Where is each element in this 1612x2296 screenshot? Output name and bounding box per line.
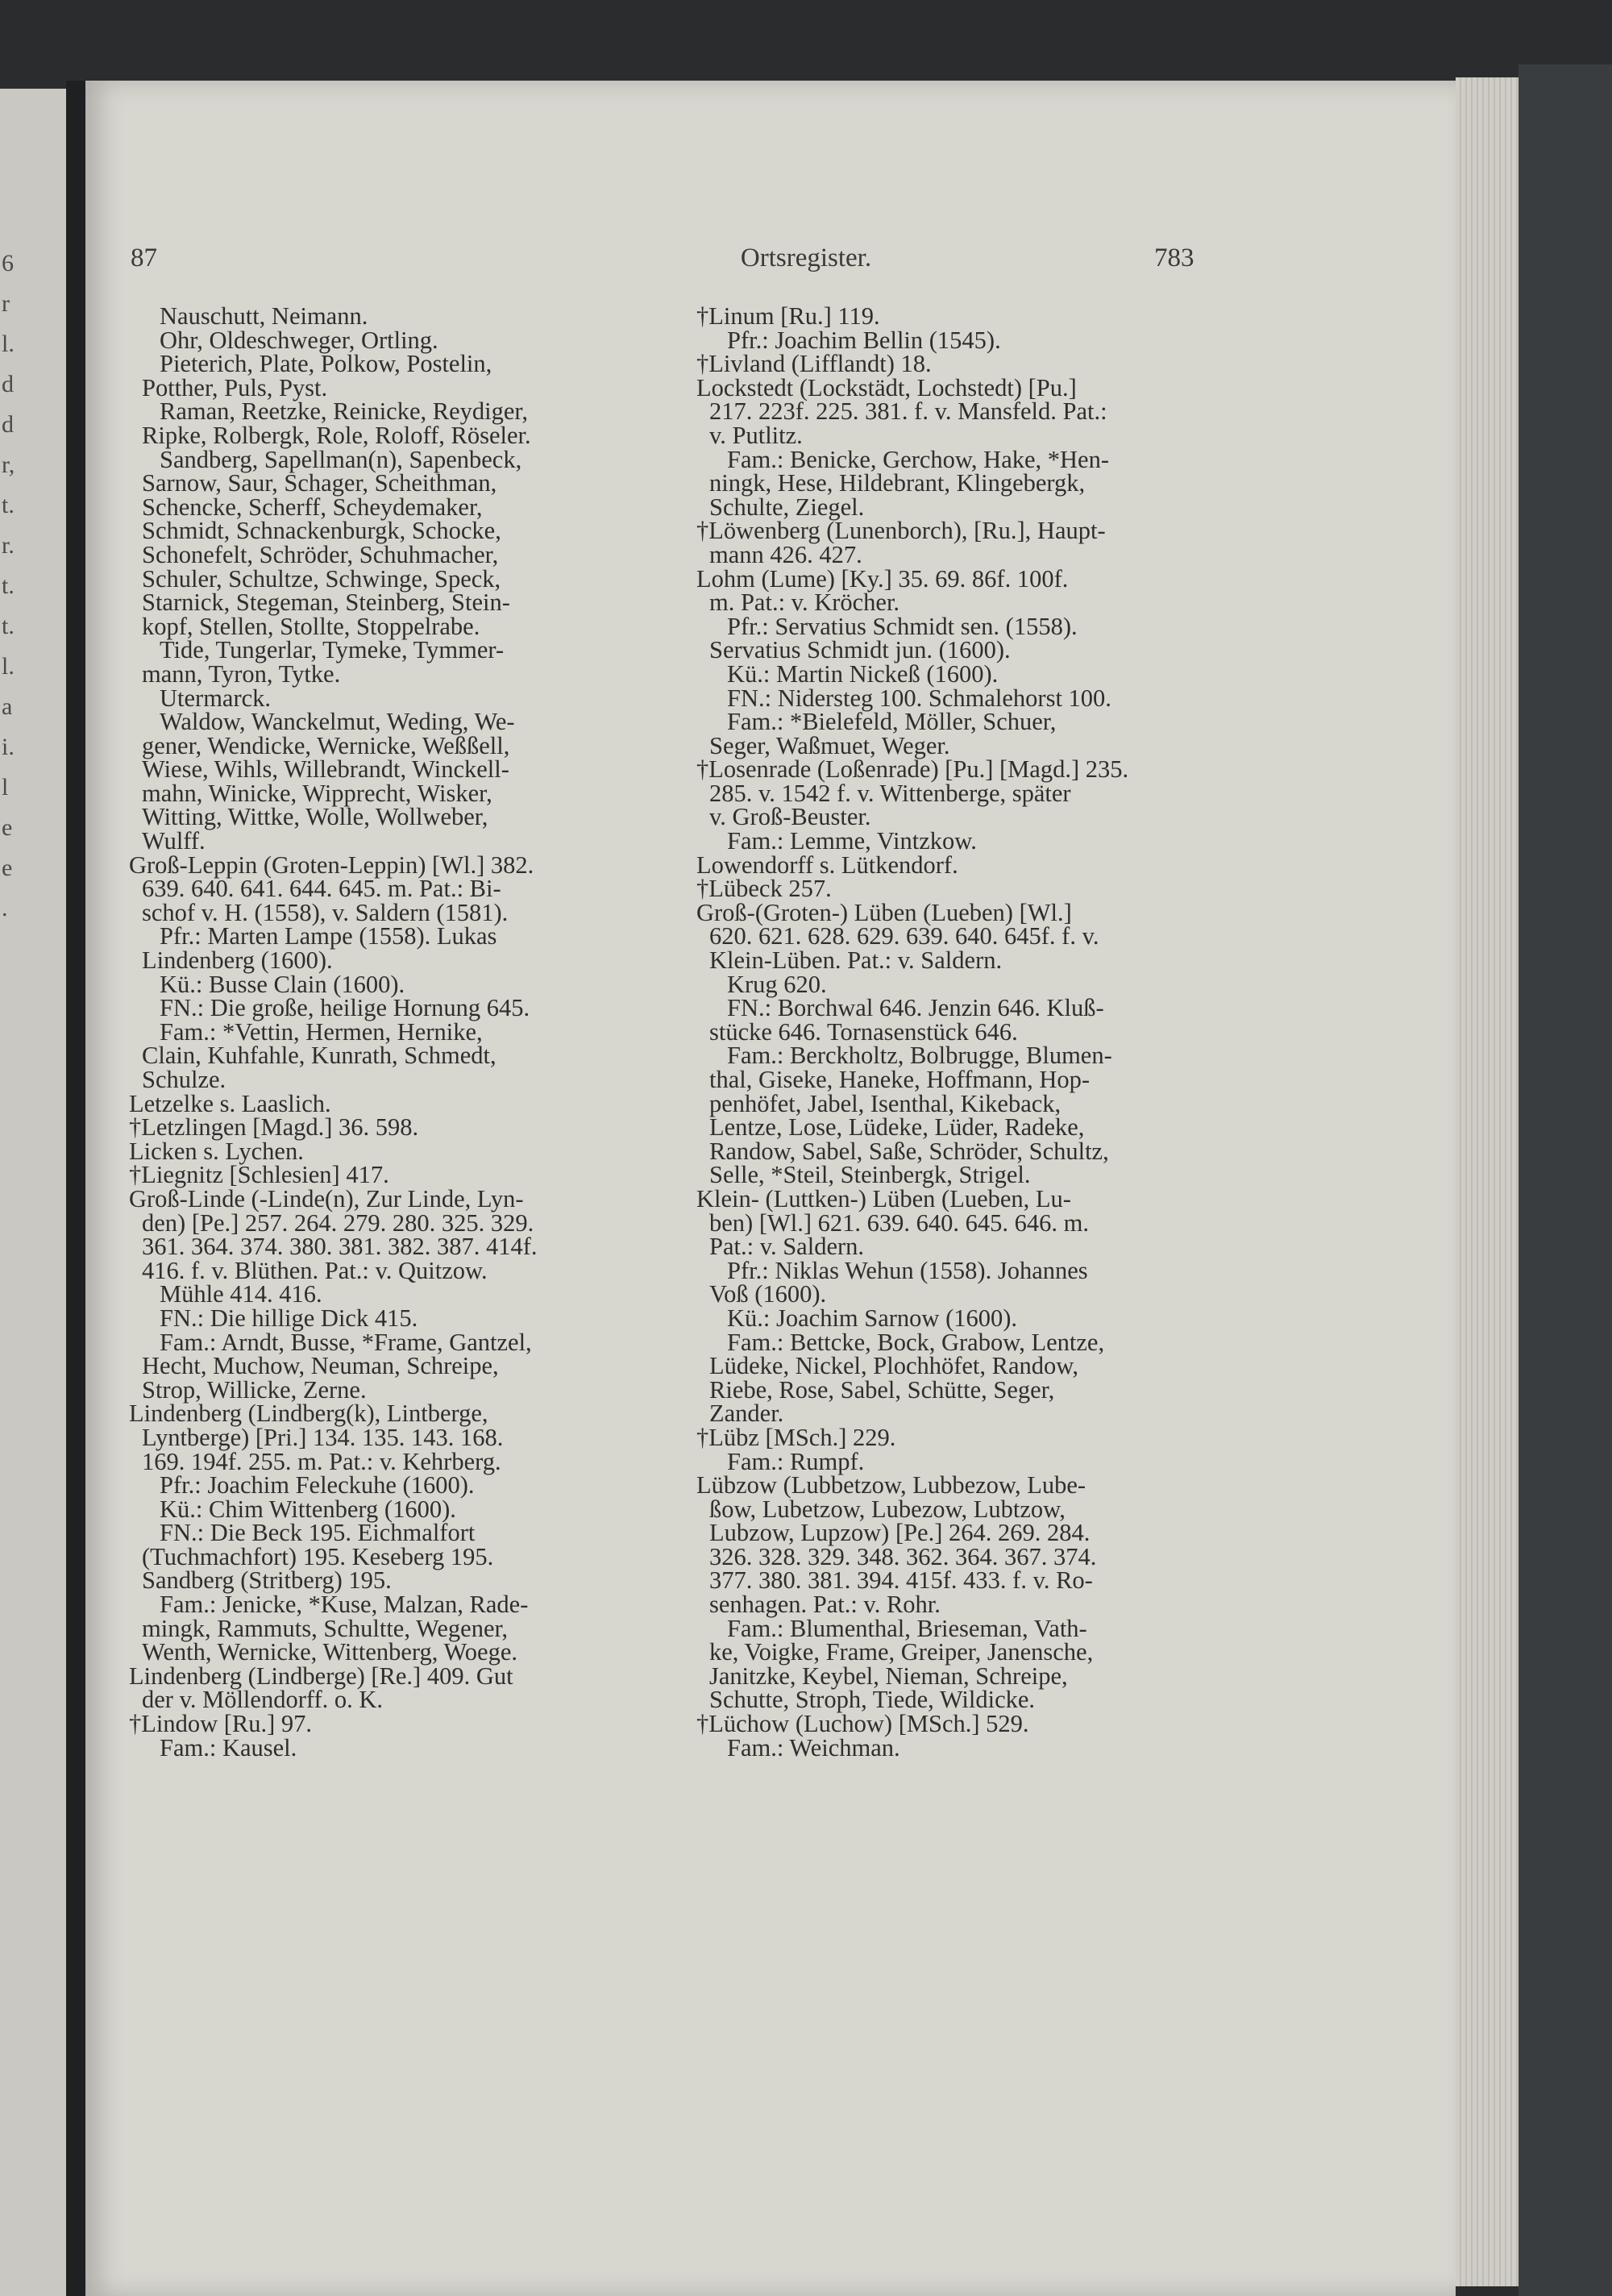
index-entry-heading: Groß-Linde (-Linde(n), Zur Linde, Lyn-	[129, 1184, 524, 1212]
index-entry-line: penhöfet, Jabel, Isenthal, Kikeback,	[709, 1089, 1062, 1117]
left-page-text-fragment: .	[2, 895, 8, 921]
index-entry-line: FN.: Nidersteg 100. Schmalehorst 100.	[727, 684, 1111, 712]
index-entry-line: Starnick, Stegeman, Steinberg, Stein-	[142, 589, 510, 617]
left-page-number-fragment: 87	[131, 243, 157, 272]
index-entry-line: Lentze, Lose, Lüdeke, Lüder, Radeke,	[709, 1113, 1085, 1142]
index-entry-heading: †Lüchow (Luchow) [MSch.] 529.	[696, 1710, 1029, 1738]
index-entry-line: (Tuchmachfort) 195. Keseberg 195.	[142, 1542, 494, 1570]
index-entry-line: Ohr, Oldeschweger, Ortling.	[160, 326, 438, 354]
index-entry-line: Zander.	[709, 1400, 784, 1428]
index-entry-line: FN.: Borchwal 646. Jenzin 646. Kluß-	[727, 994, 1104, 1022]
index-entry-line: Raman, Reetzke, Reinicke, Reydiger,	[160, 397, 528, 426]
index-entry-line: Kü.: Martin Nickeß (1600).	[727, 659, 999, 688]
index-entry-line: senhagen. Pat.: v. Rohr.	[709, 1591, 941, 1619]
left-page-text-fragment: e	[2, 814, 13, 841]
index-entry-line: Pfr.: Joachim Feleckuhe (1600).	[160, 1471, 475, 1499]
index-entry-line: Fam.: Rumpf.	[727, 1447, 865, 1475]
index-entry-heading: Lindenberg (Lindberg(k), Lintberge,	[129, 1400, 488, 1428]
page-edges	[1456, 77, 1519, 2286]
right-column	[696, 302, 1212, 1762]
index-entry-line: Witting, Wittke, Wolle, Wollweber,	[142, 803, 488, 831]
left-column	[129, 302, 653, 1762]
index-entry-line: Fam.: Jenicke, *Kuse, Malzan, Rade-	[160, 1591, 529, 1619]
left-page-fragments	[0, 89, 32, 2296]
index-entry-heading: †Losenrade (Loßenrade) [Pu.] [Magd.] 235.	[696, 755, 1129, 784]
index-entry-line: Seger, Waßmuet, Weger.	[709, 731, 950, 759]
index-entry-heading: †Liegnitz [Schlesien] 417.	[129, 1161, 389, 1189]
index-entry-heading: Lohm (Lume) [Ky.] 35. 69. 86f. 100f.	[696, 564, 1069, 593]
index-entry-line: Tide, Tungerlar, Tymeke, Tymmer-	[160, 636, 505, 664]
index-entry-line: FN.: Die Beck 195. Eichmalfort	[160, 1519, 476, 1547]
left-page-text-fragment: l.	[2, 653, 15, 680]
left-page-text-fragment: 6	[2, 250, 14, 277]
index-entry-line: 326. 328. 329. 348. 362. 364. 367. 374.	[709, 1542, 1097, 1570]
index-entry-line: Pfr.: Joachim Bellin (1545).	[727, 326, 1001, 354]
index-entry-line: m. Pat.: v. Kröcher.	[709, 589, 900, 617]
index-entry-line: Schutte, Stroph, Tiede, Wildicke.	[709, 1686, 1036, 1714]
index-entry-line: Fam.: Bettcke, Bock, Grabow, Lentze,	[727, 1328, 1105, 1356]
index-entry-line: Krug 620.	[727, 970, 827, 998]
book-gutter	[66, 81, 87, 2296]
index-entry-line: Fam.: Benicke, Gerchow, Hake, *Hen-	[727, 445, 1110, 473]
index-entry-line: thal, Giseke, Haneke, Hoffmann, Hop-	[709, 1066, 1091, 1093]
index-entry-line: 620. 621. 628. 629. 639. 640. 645f. f. v.	[709, 922, 1099, 950]
index-entry-line: Fam.: Blumenthal, Brieseman, Vath-	[727, 1614, 1087, 1642]
index-entry-line: Wulff.	[142, 827, 206, 855]
index-entry-line: Clain, Kuhfahle, Kunrath, Schmedt,	[142, 1042, 496, 1070]
index-entry-line: Klein-Lüben. Pat.: v. Saldern.	[709, 946, 1003, 975]
index-entry-heading: Lowendorff s. Lütkendorf.	[696, 851, 958, 879]
index-entry-line: Kü.: Joachim Sarnow (1600).	[727, 1304, 1018, 1332]
index-entry-line: Mühle 414. 416.	[160, 1280, 322, 1308]
index-entry-line: 361. 364. 374. 380. 381. 382. 387. 414f.	[142, 1233, 538, 1261]
index-entry-line: 639. 640. 641. 644. 645. m. Pat.: Bi-	[142, 875, 501, 903]
index-entry-line: Servatius Schmidt jun. (1600).	[709, 636, 1011, 664]
index-entry-heading: †Löwenberg (Lunenborch), [Ru.], Haupt-	[696, 517, 1106, 545]
book-cover-edge	[1519, 64, 1612, 2296]
index-entry-line: Pat.: v. Saldern.	[709, 1233, 865, 1261]
index-entry-line: Pfr.: Marten Lampe (1558). Lukas	[160, 922, 497, 950]
left-page-edge	[0, 89, 66, 2296]
index-entry-line: Strop, Willicke, Zerne.	[142, 1375, 367, 1404]
index-entry-line: Waldow, Wanckelmut, Weding, We-	[160, 708, 515, 736]
index-entry-line: Nauschutt, Neimann.	[160, 302, 368, 330]
index-entry-line: ßow, Lubetzow, Lubezow, Lubtzow,	[709, 1495, 1066, 1523]
index-entry-line: Fam.: *Vettin, Hermen, Hernike,	[160, 1017, 483, 1046]
index-entry-line: gener, Wendicke, Wernicke, Weßßell,	[142, 731, 510, 759]
index-entry-line: Schulze.	[142, 1066, 226, 1093]
index-entry-heading: †Letzlingen [Magd.] 36. 598.	[129, 1113, 419, 1142]
index-entry-line: Voß (1600).	[709, 1280, 827, 1308]
index-entry-line: mahn, Winicke, Wipprecht, Wisker,	[142, 779, 492, 807]
index-entry-line: Schmidt, Schnackenburgk, Schocke,	[142, 517, 501, 545]
index-entry-line: 285. v. 1542 f. v. Wittenberge, später	[709, 779, 1071, 807]
index-entry-heading: Licken s. Lychen.	[129, 1137, 304, 1165]
index-entry-line: Schonefelt, Schröder, Schuhmacher,	[142, 540, 499, 568]
index-entry-line: Schuler, Schultze, Schwinge, Speck,	[142, 564, 501, 593]
index-entry-line: FN.: Die große, heilige Hornung 645.	[160, 994, 530, 1022]
index-entry-line: stücke 646. Tornasenstück 646.	[709, 1017, 1018, 1046]
index-entry-line: mingk, Rammuts, Schultte, Wegener,	[142, 1614, 509, 1642]
index-entry-line: Fam.: Kausel.	[160, 1733, 297, 1762]
index-entry-heading: Letzelke s. Laaslich.	[129, 1089, 331, 1117]
index-entry-line: 377. 380. 381. 394. 415f. 433. f. v. Ro-	[709, 1566, 1093, 1595]
index-entry-line: Potther, Puls, Pyst.	[142, 373, 328, 401]
index-entry-heading: †Lübeck 257.	[696, 875, 832, 903]
index-entry-line: Pfr.: Niklas Wehun (1558). Johannes	[727, 1256, 1088, 1284]
index-entry-heading: Lindenberg (Lindberge) [Re.] 409. Gut	[129, 1662, 513, 1690]
left-page-text-fragment: l.	[2, 331, 15, 357]
index-entry-line: Wenth, Wernicke, Wittenberg, Woege.	[142, 1638, 518, 1666]
index-entry-line: Lubzow, Lupzow) [Pe.] 264. 269. 284.	[709, 1519, 1091, 1547]
index-entry-line: Schulte, Ziegel.	[709, 493, 865, 521]
index-entry-line: Fam.: *Bielefeld, Möller, Schuer,	[727, 708, 1057, 736]
left-page-text-fragment: l	[2, 774, 9, 801]
index-entry-line: Fam.: Lemme, Vintzkow.	[727, 827, 977, 855]
left-page-text-fragment: r.	[2, 532, 15, 559]
index-entry-heading: Groß-Leppin (Groten-Leppin) [Wl.] 382.	[129, 851, 534, 879]
index-entry-line: Fam.: Berckholtz, Bolbrugge, Blumen-	[727, 1042, 1112, 1070]
left-page-text-fragment: r	[2, 290, 10, 317]
index-entry-line: Schencke, Scherff, Scheydemaker,	[142, 493, 483, 521]
index-entry-line: schof v. H. (1558), v. Saldern (1581).	[142, 898, 509, 926]
index-entry-line: Riebe, Rose, Sabel, Schütte, Seger,	[709, 1375, 1055, 1404]
index-entry-line: ningk, Hese, Hildebrant, Klingebergk,	[709, 469, 1086, 497]
index-entry-line: Randow, Sabel, Saße, Schröder, Schultz,	[709, 1137, 1109, 1165]
index-entry-line: Sandberg (Stritberg) 195.	[142, 1566, 392, 1595]
index-entry-heading: †Lübz [MSch.] 229.	[696, 1423, 896, 1451]
index-entry-heading: †Lindow [Ru.] 97.	[129, 1710, 313, 1738]
index-entry-line: Fam.: Weichman.	[727, 1733, 900, 1762]
index-entry-heading: †Linum [Ru.] 119.	[696, 302, 880, 330]
index-entry-line: Sandberg, Sapellman(n), Sapenbeck,	[160, 445, 522, 473]
index-entry-line: Kü.: Chim Wittenberg (1600).	[160, 1495, 456, 1523]
left-page-text-fragment: e	[2, 855, 13, 881]
index-entry-line: Lüdeke, Nickel, Plochhöfet, Randow,	[709, 1352, 1078, 1380]
index-entry-line: mann, Tyron, Tytke.	[142, 659, 341, 688]
left-page-text-fragment: a	[2, 693, 13, 720]
index-entry-line: Hecht, Muchow, Neuman, Schreipe,	[142, 1352, 499, 1380]
index-entry-line: Ripke, Rolbergk, Role, Roloff, Röseler.	[142, 421, 531, 449]
index-entry-line: Wiese, Wihls, Willebrandt, Winckell-	[142, 755, 509, 784]
index-entry-heading: †Livland (Lifflandt) 18.	[696, 350, 932, 378]
index-entry-line: 416. f. v. Blüthen. Pat.: v. Quitzow.	[142, 1256, 488, 1284]
index-entry-line: Fam.: Arndt, Busse, *Frame, Gantzel,	[160, 1328, 532, 1356]
index-entry-line: v. Putlitz.	[709, 421, 803, 449]
index-entry-heading: Lübzow (Lubbetzow, Lubbezow, Lube-	[696, 1471, 1086, 1499]
index-entry-line: Selle, *Steil, Steinbergk, Strigel.	[709, 1161, 1031, 1189]
index-entry-line: Kü.: Busse Clain (1600).	[160, 970, 405, 998]
left-page-text-fragment: t.	[2, 613, 15, 639]
index-entry-line: der v. Möllendorff. o. K.	[142, 1686, 384, 1714]
index-entry-line: Sarnow, Saur, Schager, Scheithman,	[142, 469, 497, 497]
index-entry-line: Lyntberge) [Pri.] 134. 135. 143. 168.	[142, 1423, 504, 1451]
left-page-text-fragment: r,	[2, 451, 15, 478]
left-page-text-fragment: t.	[2, 572, 15, 599]
index-entry-line: v. Groß-Beuster.	[709, 803, 871, 831]
running-title: Ortsregister.	[740, 243, 872, 272]
index-entry-line: 169. 194f. 255. m. Pat.: v. Kehrberg.	[142, 1447, 501, 1475]
left-page-text-fragment: t.	[2, 492, 15, 518]
index-entry-line: 217. 223f. 225. 381. f. v. Mansfeld. Pat.:	[709, 397, 1107, 426]
index-entry-heading: Lockstedt (Lockstädt, Lochstedt) [Pu.]	[696, 373, 1077, 401]
index-entry-heading: Groß-(Groten-) Lüben (Lueben) [Wl.]	[696, 898, 1072, 926]
index-entry-line: Pfr.: Servatius Schmidt sen. (1558).	[727, 612, 1078, 640]
left-page-text-fragment: i.	[2, 734, 15, 760]
index-entry-line: kopf, Stellen, Stollte, Stoppelrabe.	[142, 612, 480, 640]
page-number: 783	[1154, 243, 1194, 272]
index-entry-line: Lindenberg (1600).	[142, 946, 333, 975]
left-page-text-fragment: d	[2, 411, 14, 438]
index-entry-line: den) [Pe.] 257. 264. 279. 280. 325. 329.	[142, 1208, 534, 1237]
index-entry-line: FN.: Die hillige Dick 415.	[160, 1304, 418, 1332]
index-entry-line: Janitzke, Keybel, Nieman, Schreipe,	[709, 1662, 1068, 1690]
index-entry-heading: Klein- (Luttken-) Lüben (Lueben, Lu-	[696, 1184, 1071, 1212]
index-entry-line: Pieterich, Plate, Polkow, Postelin,	[160, 350, 492, 378]
index-entry-line: mann 426. 427.	[709, 540, 862, 568]
index-entry-line: ke, Voigke, Frame, Greiper, Janensche,	[709, 1638, 1094, 1666]
index-entry-line: Utermarck.	[160, 684, 272, 712]
index-entry-line: ben) [Wl.] 621. 639. 640. 645. 646. m.	[709, 1208, 1089, 1237]
left-page-text-fragment: d	[2, 371, 14, 397]
